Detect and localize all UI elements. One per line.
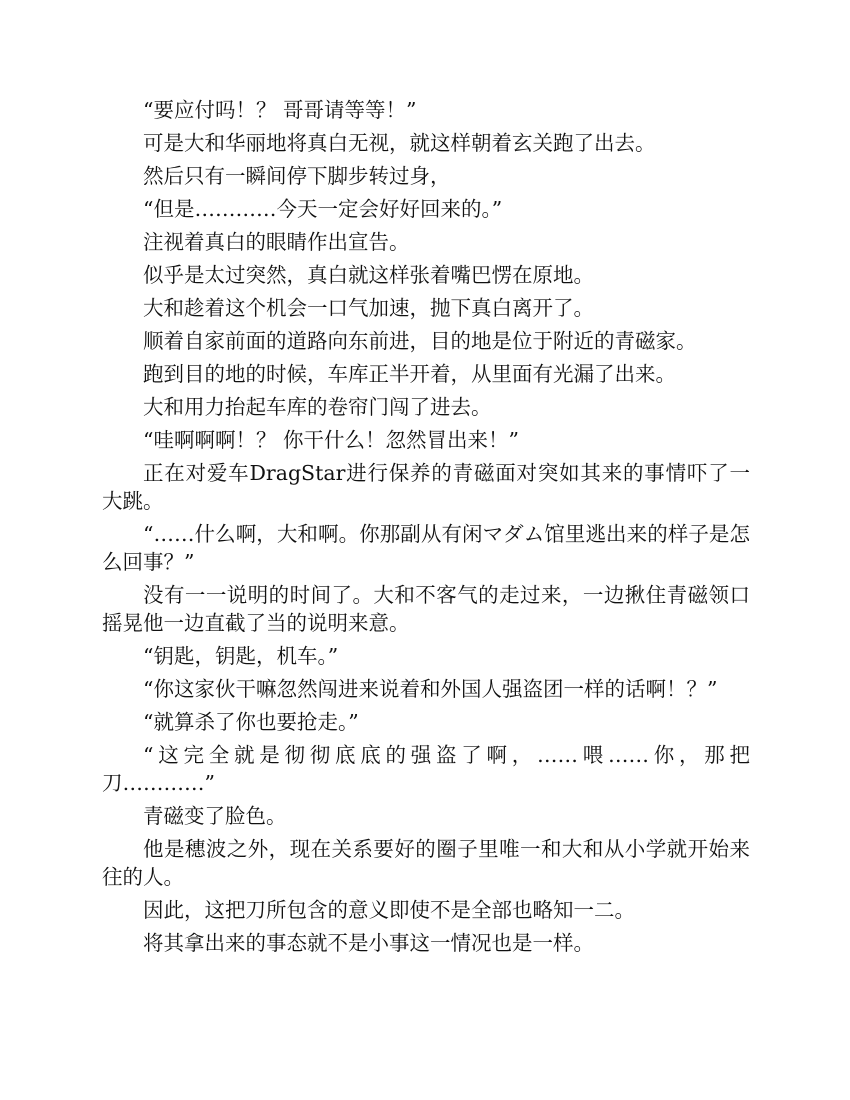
paragraph: 然后只有一瞬间停下脚步转过身， bbox=[143, 164, 451, 188]
paragraph: 注视着真白的眼睛作出宣告。 bbox=[143, 230, 410, 254]
body-text bbox=[102, 96, 750, 962]
paragraph: 可是大和华丽地将真白无视，就这样朝着玄关跑了出去。 bbox=[143, 131, 656, 155]
paragraph: “就算杀了你也要抢走。” bbox=[143, 710, 359, 734]
paragraph: “……什么啊，大和啊。你那副从有闲マダム馆里逃出来的样子是怎么回事？” bbox=[102, 522, 750, 574]
paragraph: 跑到目的地的时候，车库正半开着，从里面有光漏了出来。 bbox=[143, 362, 676, 386]
paragraph: “你这家伙干嘛忽然闯进来说着和外国人强盗团一样的话啊！？” bbox=[143, 677, 718, 701]
paragraph: “这完全就是彻彻底底的强盗了啊，……喂……你，那把刀…………” bbox=[102, 743, 750, 795]
paragraph: 似乎是太过突然，真白就这样张着嘴巴愣在原地。 bbox=[143, 263, 594, 287]
paragraph: 正在对爱车DragStar进行保养的青磁面对突如其来的事情吓了一大跳。 bbox=[102, 461, 750, 513]
paragraph: “钥匙，钥匙，机车。” bbox=[143, 644, 339, 668]
paragraph: 因此，这把刀所包含的意义即使不是全部也略知一二。 bbox=[143, 898, 635, 922]
paragraph: 大和用力抬起车库的卷帘门闯了进去。 bbox=[143, 395, 492, 419]
paragraph: 青磁变了脸色。 bbox=[143, 804, 287, 828]
paragraph: 他是穗波之外，现在关系要好的圈子里唯一和大和从小学就开始来往的人。 bbox=[102, 837, 750, 889]
paragraph: 顺着自家前面的道路向东前进，目的地是位于附近的青磁家。 bbox=[143, 329, 697, 353]
paragraph: “哇啊啊啊！？ 你干什么！忽然冒出来！” bbox=[143, 428, 519, 452]
paragraph: 将其拿出来的事态就不是小事这一情况也是一样。 bbox=[143, 931, 594, 955]
paragraph: “但是…………今天一定会好好回来的。” bbox=[143, 197, 503, 221]
paragraph: 大和趁着这个机会一口气加速，抛下真白离开了。 bbox=[143, 296, 594, 320]
paragraph: 没有一一说明的时间了。大和不客气的走过来，一边揪住青磁领口摇晃他一边直截了当的说明来意。 bbox=[102, 583, 750, 635]
paragraph: “要应付吗！？ 哥哥请等等！” bbox=[143, 98, 417, 122]
